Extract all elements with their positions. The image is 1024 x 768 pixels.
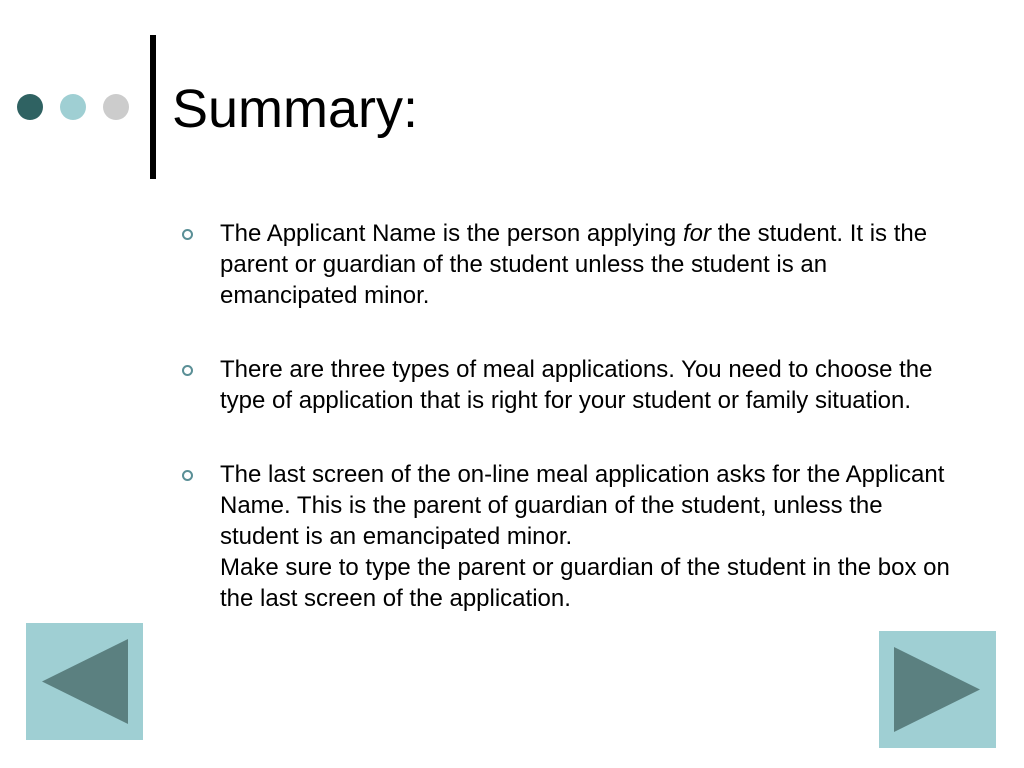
bullet-list <box>182 218 952 614</box>
decorative-dot-gray <box>103 94 129 120</box>
bullet-circle-icon <box>182 365 193 376</box>
triangle-left-icon <box>26 623 143 740</box>
bullet-text: The last screen of the on-line meal application asks for the Applicant Name. This is the parent of guardian of the student, unless the student is an emancipated minor. Make sure to type the parent or guardian of the student in the box on the last screen of the application. <box>220 461 950 612</box>
bullet-emphasis: for <box>682 220 711 247</box>
bullet-text <box>220 220 927 309</box>
decorative-dot-dark <box>17 94 43 120</box>
bullet-text-end: the student. It is the parent or guardian of the student unless the student is an emancipated minor. <box>220 220 928 309</box>
bullet-circle-icon <box>182 470 193 481</box>
bullet-circle-icon <box>182 229 193 240</box>
bullet-text: There are three types of meal applications. You need to choose the type of application that is right for your student or family situation. <box>220 356 933 414</box>
next-slide-button[interactable] <box>879 631 996 748</box>
bullet-text-start: The Applicant Name is the person applying <box>220 220 683 247</box>
title-divider <box>150 35 156 179</box>
bullet-item-last-screen <box>182 459 952 614</box>
bullet-item-application-types <box>182 354 952 416</box>
slide-title: Summary: <box>172 79 419 139</box>
previous-slide-button[interactable] <box>26 623 143 740</box>
decorative-dot-teal <box>60 94 86 120</box>
triangle-right-icon <box>879 631 996 748</box>
bullet-item-applicant-name <box>182 218 952 311</box>
